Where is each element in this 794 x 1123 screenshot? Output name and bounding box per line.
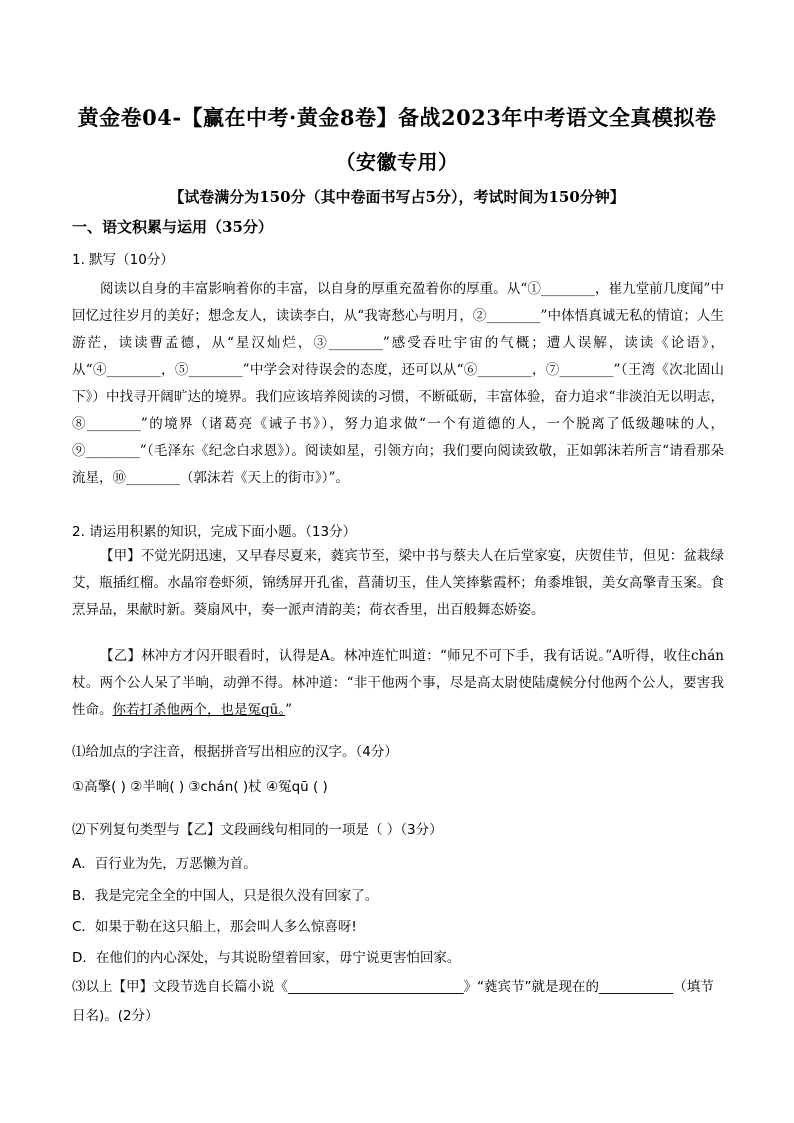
- question-1-heading: 1. 默写（10分）: [72, 252, 174, 268]
- exam-info: 【试卷满分为150分（其中卷面书写占5分），考试时间为150分钟】: [169, 188, 625, 206]
- question-2-heading: 2. 请运用积累的知识，完成下面小题。（13分）: [72, 524, 357, 540]
- question-1-passage: 阅读以自身的丰富影响着你的丰富，以自身的厚重充盈着你的厚重。从“①________，崔九堂前几度闻”中回忆过往岁月的美好；想念友人，读读李白，从“我寄愁心与明月，②________”中体悟真诚无私的情谊；人生游茫，读读曹孟德，从“星汉灿烂，③________”感受吞吐宇宙的气概；遭人误解，读读《论语》，从“④________，⑤________”中学会对待误会的态度，还可以从“⑥________，⑦________”（王湾《次北固山下》）中找寻开阔旷达的境界。我们应该培养阅读的习惯，不断砥砺，丰富体验，奋力追求“非淡泊无以明志，⑧________”的境界（诸葛亮《诫子书》），努力追求做“一个有道德的人，一个脱离了低级趣味的人，⑨________”（毛泽东《纪念白求恩》）。阅读如星，引领方向；我们要向阅读致敬，正如郭沫若所言“请看那朵流星，⑩________（郭沫若《天上的街市》）”。: [72, 281, 724, 486]
- option-a: A．百行业为先，万恶懒为首。: [72, 856, 257, 872]
- subquestion-3-prompt: ⑶以上【甲】文段节选自长篇小说《__________________________》“蕤宾节”就是现在的___________（填节日名)。(2分）: [72, 979, 714, 1024]
- subquestion-2-prompt: ⑵下列复句类型与【乙】文段画线句相同的一项是（ ）（3分）: [72, 822, 443, 838]
- passage-jia: 【甲】不觉光阴迅速，又早春尽夏来，蕤宾节至，梁中书与蔡夫人在后堂家宴，庆贺佳节，但见：盆栽绿艾，瓶插红榴。水晶帘卷虾须，锦绣屏开孔雀，菖蒲切玉，佳人笑捧紫霞杯；角黍堆银，美女高擎青玉案。食烹异品，果献时新。葵扇风中，奏一派声清韵美；荷衣香里，出百般舞态娇姿。: [72, 548, 724, 618]
- subquestion-1-items: ①高擎( ) ②半晌( ) ③chán( )杖 ④冤qū ( ): [72, 779, 328, 795]
- page-title: 黄金卷04-【赢在中考·黄金8卷】备战2023年中考语文全真模拟卷: [77, 105, 717, 130]
- passage-yi-end: ”: [285, 702, 292, 718]
- passage-yi: [72, 643, 724, 724]
- option-b: B．我是完完全全的中国人，只是很久没有回家了。: [72, 888, 379, 904]
- subquestion-1-prompt: ⑴给加点的字注音，根据拼音写出相应的汉字。（4分）: [72, 744, 398, 760]
- passage-yi-underlined: 你若打杀他两个，也是冤qū。: [112, 702, 286, 718]
- passage-yi-main: 【乙】林冲方才闪开眼看时，认得是A。林冲连忙叫道：“师兄不可下手，我有话说。”A听得，收住chán杖。两个公人呆了半晌，动弹不得。林冲道：“非干他两个事，尽是高太尉使陆虞候分付他两个公人，要害我性命。: [72, 648, 724, 718]
- section-heading: 一、语文积累与运用（35分）: [72, 218, 273, 236]
- page-title-region: （安徽专用）: [335, 150, 459, 174]
- option-c: C．如果于勒在这只船上，那会叫人多么惊喜呀!: [72, 919, 357, 935]
- option-d: D．在他们的内心深处，与其说盼望着回家，毋宁说更害怕回家。: [72, 950, 461, 966]
